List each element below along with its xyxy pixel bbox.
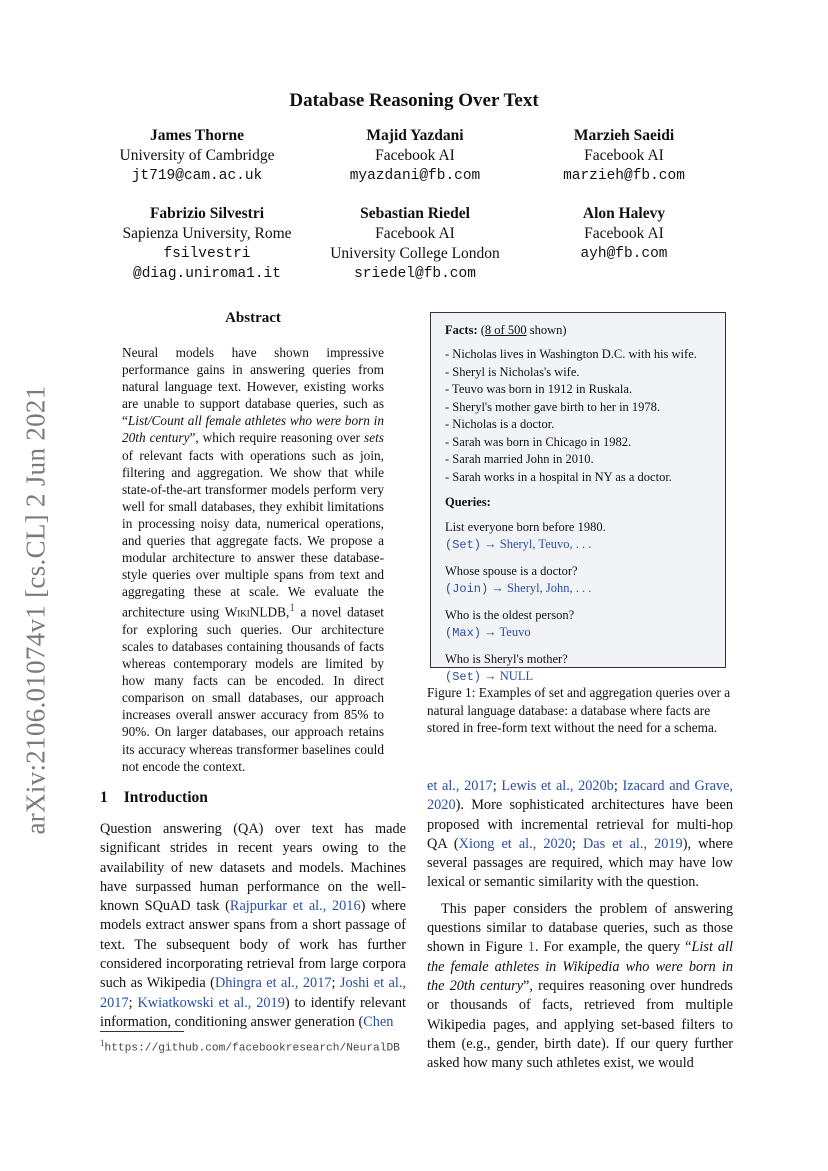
author-email[interactable]: fsilvestri [163,246,251,262]
body-text: ). More sophisticated architectures have been proposed with incremental retrieval for multi-hop QA ( [427,797,733,852]
arrow-icon: → [481,537,500,551]
footnote-url[interactable]: https://github.com/facebookresearch/NeuralDB [104,1042,400,1055]
author-affiliation: University of Cambridge [119,147,275,164]
query-item [445,519,711,554]
facts-label: Facts: [445,323,478,337]
author-block [300,204,530,284]
body-text: ) to identify relevant information, conditioning answer generation ( [100,994,406,1030]
fact-item: - Sarah works in a hospital in NY as a doctor. [445,469,672,484]
query-question: Who is the oldest person? [445,608,575,622]
author-email[interactable]: myazdani@fb.com [349,168,481,184]
author-name: Majid Yazdani [366,127,464,144]
query-answer [445,536,711,554]
body-text: . For example, the query “ [534,939,692,956]
citation-link[interactable]: Joshi et al., 2017 [100,975,406,1011]
citation-link[interactable]: Rajpurkar et al., 2016 [229,898,361,915]
section-number: 1 [100,789,108,806]
arxiv-stamp [16,380,56,840]
query-result: Sheryl, Teuvo, . . . [499,537,592,551]
author-block [92,204,322,284]
figure-caption: Figure 1: Examples of set and aggregation queries over a natural language database: a database where facts are stored in free-form text without the need for a schema. [427,685,731,735]
author-block [509,126,739,186]
arrow-icon: → [488,581,507,595]
query-item [445,563,711,598]
author-name: Fabrizio Silvestri [149,205,265,222]
section-title: Introduction [123,789,208,806]
figure-ref-link[interactable]: 1 [527,939,535,956]
arrow-icon: → [481,625,500,639]
author-affiliation: Sapienza University, Rome [122,225,292,242]
author-affiliation-2: University College London [330,245,500,262]
body-text: ) where models extract answer spans from a short passage of text. The subsequent body of work has further considered incorporating retrieval from large corpora such as Wikipedia ( [100,898,406,992]
query-operator: (Max) [445,626,482,640]
query-item [445,607,711,642]
query-question: Whose spouse is a doctor? [445,564,578,578]
author-block [82,126,312,186]
abstract-text: Neural models have shown impressive performance gains in answering queries from natural language text. However, existing works are unable to support database queries, such as “ [122,345,384,429]
fact-item: - Sheryl's mother gave birth to her in 1978. [445,399,661,414]
abstract-text: ”, which require reasoning over [189,430,365,446]
author-email[interactable]: ayh@fb.com [580,246,668,262]
citation-link[interactable]: Xiong et al., 2020 [458,835,572,852]
dataset-name: WikiNLDB [224,604,286,620]
query-question: List everyone born before 1980. [445,520,606,534]
intro-paragraph [427,777,733,893]
intro-column-2 [427,777,733,1073]
queries-heading: Queries: [445,495,491,509]
abstract-heading: Abstract [225,310,281,326]
body-text: Question answering (QA) over text has made significant strides in recent years owing to the availability of new datasets and models. Machines have surpassed human performance on the well-known SQuAD task ( [100,821,406,915]
author-email[interactable]: sriedel@fb.com [354,266,476,282]
body-text: ”, requires reasoning over hundreds or thousands of facts, retrieved from multiple Wikipedia pages, and applying set-based filters to them (e.g., gender, birth date). If our query further asked how many such athletes exist, we would [427,977,733,1072]
query-result: NULL [499,669,534,683]
query-item [445,651,711,686]
author-affiliation: Facebook AI [375,147,455,164]
author-email[interactable]: marzieh@fb.com [563,168,685,184]
facts-heading [445,323,711,338]
citation-link[interactable]: Chen [363,1013,394,1030]
footnote-mark: 1 [100,1038,105,1048]
facts-count [481,323,567,337]
body-text: ; [331,975,340,992]
query-operator: (Set) [445,670,482,684]
abstract-text: a novel dataset for exploring such queries. Our architecture scales to databases containing thousands of facts whereas contemporary models are limited by how many facts can be encoded. In direct comparison on small databases, our approach increases overall answer accuracy from 85% to 90%. On larger databases, our approach retains its accuracy whereas transformer baselines could not encode the context. [122,604,384,774]
footnote-rule [100,1031,184,1032]
facts-list [445,346,711,486]
fact-item: - Teuvo was born in 1912 in Ruskala. [445,382,633,396]
citation-link[interactable]: Izacard and Grave, 2020 [427,778,733,814]
query-answer [445,624,711,642]
query-answer [445,580,711,598]
fact-item: - Sarah was born in Chicago in 1982. [445,434,632,449]
section-heading [100,789,208,807]
body-text: This paper considers the problem of answering questions similar to database queries, such as those shown in Figure [427,900,733,956]
author-name: Sebastian Riedel [360,205,470,222]
author-email[interactable]: jt719@cam.ac.uk [131,168,263,184]
fact-item: - Nicholas is a doctor. [445,417,555,431]
footnote-link[interactable]: 1 [289,602,295,615]
query-operator: (Join) [445,582,489,596]
footnote [100,1036,406,1056]
body-text: ; [613,778,623,794]
figure-1-box [430,312,726,684]
intro-paragraph [100,820,406,1032]
abstract-italic: sets [364,430,384,446]
intro-paragraph [427,900,733,1074]
author-affiliation: Facebook AI [584,147,664,164]
citation-link[interactable]: Kwiatkowski et al., 2019 [137,994,285,1011]
query-operator: (Set) [445,538,482,552]
author-block [300,126,530,186]
arrow-icon: → [481,669,500,683]
facts-count-open: ( [480,323,485,337]
fact-item: - Nicholas lives in Washington D.C. with his wife. [445,347,697,361]
body-text: ; [571,835,583,852]
author-name: James Thorne [149,127,244,144]
author-name: Marzieh Saeidi [573,127,675,144]
author-email-domain[interactable]: @diag.uniroma1.it [133,266,281,282]
query-result: Sheryl, John, . . . [506,581,592,595]
arxiv-stamp-text: arXiv:2106.01074v1 [cs.CL] 2 Jun 2021 [20,385,51,835]
abstract-body: Neural models have shown impressive performance gains in answering queries from natural language text. However, existing works are unable to support database queries, such as “List/Count all female athletes who were born in 20th century”, which require reasoning over sets of relevant facts with operations such as join, filtering and aggregation. We show that while state-of-the-art transformer models perform very well for small databases, they exhibit limitations in processing noisy data, numerical operations, and queries that aggregate facts. We propose a modular architecture to answer these database-style queries over multiple spans from text and aggregating these at scale. We evaluate the architecture using WikiNLDB,$^1$ a novel dataset for exploring such queries. Our architecture scales to databases containing thousands of facts whereas contemporary models are limited by how many facts can be encoded. In direct comparison on small databases, our approach increases overall answer accuracy from 85% to 90%. On larger databases, our approach retains its accuracy whereas transformer baselines could not encode the context. [122,345,384,774]
fact-item: - Sarah married John in 2010. [445,452,594,466]
citation-link[interactable]: Dhingra et al., 2017 [214,975,332,992]
facts-count-link: 8 of 500 [484,323,527,337]
query-example: List all the female athletes in Wikipedia who were born in the 20th century [427,939,733,994]
facts-count-close: shown) [526,323,567,337]
author-affiliation: Facebook AI [584,225,664,242]
body-text: ; [492,778,502,794]
citation-link[interactable]: Das et al., 2019 [582,835,683,852]
body-text: ), where several passages are required, which may have low lexical or semantic similarity with the question. [427,835,733,891]
author-name: Alon Halevy [582,205,666,222]
author-affiliation: Facebook AI [375,225,455,242]
abstract-text: of relevant facts with operations such as join, filtering and aggregation. We show that while state-of-the-art transformer models perform very well for small databases, they exhibit limitations in processing noisy data, numerical operations, and queries that aggregate facts. We propose a modular architecture to answer these database-style queries over multiple spans from text and aggregating these at scale. We evaluate the architecture using [122,447,384,620]
abstract-italic: List/Count all female athletes who were born in 20th century [122,413,384,446]
author-block [509,204,739,264]
query-question: Who is Sheryl's mother? [445,652,568,666]
fact-item: - Sheryl is Nicholas's wife. [445,364,580,379]
query-result: Teuvo [499,625,531,639]
body-text: ; [128,994,138,1011]
paper-title: Database Reasoning Over Text [289,90,539,111]
citation-link[interactable]: Lewis et al., 2020b [501,778,614,794]
citation-link[interactable]: et al., 2017 [427,778,493,794]
